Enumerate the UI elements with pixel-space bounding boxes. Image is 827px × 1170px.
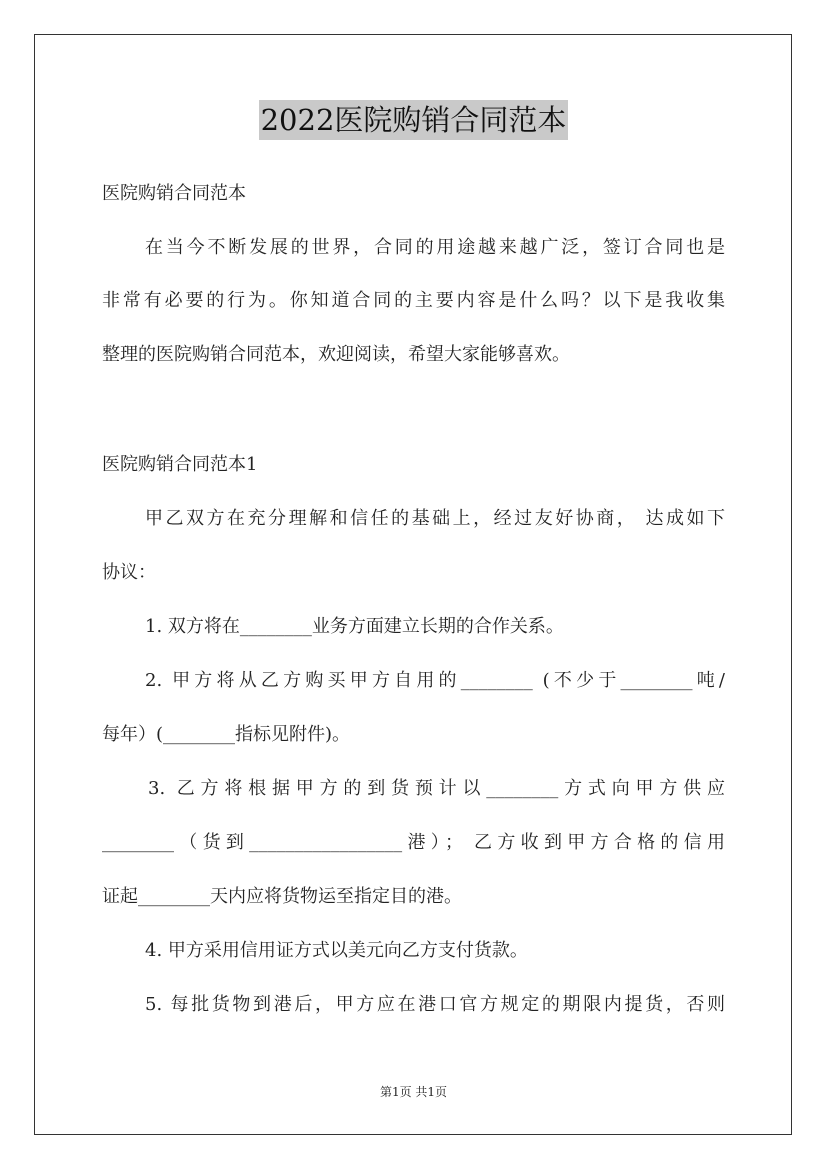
- page-footer: 第1页 共1页: [379, 1085, 448, 1099]
- intro-line-2: 非常有必要的行为。你知道合同的主要内容是什么吗？以下是我收集: [102, 290, 725, 311]
- clause-3-cont-1: ________（货到_________________港）； 乙方收到甲方合格的信用: [102, 832, 725, 853]
- clause-2-cont: 每年）(________指标见附件)。: [102, 724, 351, 745]
- clause-2: 2. 甲方将从乙方购买甲方自用的________ (不少于________吨/: [145, 670, 725, 691]
- intro-line-1: 在当今不断发展的世界，合同的用途越来越广泛，签订合同也是: [145, 237, 725, 258]
- clause-5: 5. 每批货物到港后，甲方应在港口官方规定的期限内提货，否则: [145, 994, 725, 1015]
- body-line-2: 协议：: [102, 562, 156, 583]
- clause-1: 1. 双方将在________业务方面建立长期的合作关系。: [145, 616, 564, 637]
- section-heading-1: 医院购销合同范本1: [102, 454, 258, 475]
- section-heading: 医院购销合同范本: [102, 183, 246, 204]
- intro-line-3: 整理的医院购销合同范本，欢迎阅读，希望大家能够喜欢。: [102, 344, 570, 365]
- document-title: 2022医院购销合同范本: [259, 100, 569, 140]
- body-line-1: 甲乙双方在充分理解和信任的基础上，经过友好协商， 达成如下: [145, 508, 725, 529]
- title-wrap: [0, 100, 827, 140]
- clause-4: 4. 甲方采用信用证方式以美元向乙方支付货款。: [145, 940, 528, 961]
- clause-3-cont-2: 证起________天内应将货物运至指定目的港。: [102, 886, 462, 907]
- clause-3: 3. 乙方将根据甲方的到货预计以________方式向甲方供应: [148, 778, 725, 799]
